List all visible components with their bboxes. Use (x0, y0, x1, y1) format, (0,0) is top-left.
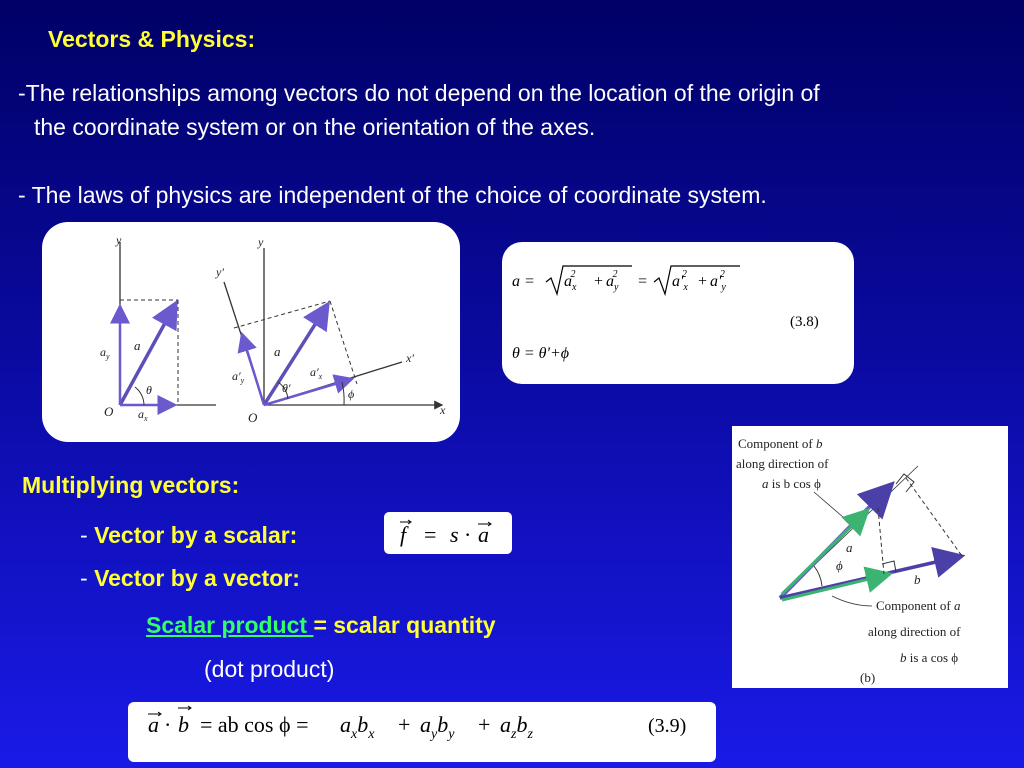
coordinate-figure-panel (42, 222, 460, 442)
eqf-dot: · (464, 522, 472, 547)
comp-a-line3: b is a cos ϕ (900, 650, 959, 665)
left-y-label: y (116, 233, 122, 247)
right-phi-label: ϕ (348, 387, 355, 401)
dot-product-figure-panel (732, 426, 1008, 688)
eq38-ayprime: $a'_y2$ (710, 269, 726, 293)
comp-b-line3: a is b cos ϕ (762, 476, 821, 491)
right-theta-label: θ′ (282, 381, 291, 395)
paragraph-line-1: -The relationships among vectors do not depend on the location of the origin of (18, 80, 820, 106)
eq39-term3: $a_zb_z$ (500, 712, 533, 742)
scalar-product-link[interactable]: Scalar product (146, 612, 314, 638)
fig2-phi-label: ϕ (836, 558, 843, 573)
eq38-lhs: a = (512, 273, 535, 290)
dot-product-note: (dot product) (204, 656, 335, 682)
right-origin-label: O (248, 410, 258, 425)
eqf-s: s (450, 522, 459, 547)
left-ay-label: $a_y$ (100, 345, 110, 361)
eqf-f: f (400, 522, 407, 547)
bullet-vector-vector (80, 565, 300, 592)
fig2-a-label: a (846, 540, 853, 555)
bullet-dash: - (80, 522, 95, 548)
equation-3-8 (502, 242, 854, 384)
equation-3-8-box (502, 242, 854, 384)
right-y-label: y (258, 235, 264, 249)
comp-a-line2: along direction of (868, 624, 961, 639)
coordinate-figure (42, 222, 460, 442)
eqf-eq: = (424, 522, 437, 547)
eq38-plus2: + (698, 273, 708, 290)
comp-a-line1: Component of a (876, 598, 961, 613)
scalar-product-line (146, 612, 496, 639)
bullet-vector-scalar-label: Vector by a scalar: (94, 522, 298, 548)
right-a-label: a (274, 344, 281, 359)
equation-f (384, 512, 512, 554)
dot-product-figure (732, 426, 1008, 688)
right-yprime-label: y′ (216, 265, 224, 279)
eq38-ay: $a_y2$ (606, 269, 619, 293)
eq39-b: b (178, 712, 189, 737)
eq39-dot: · (164, 712, 172, 737)
comp-b-line1: Component of b (738, 436, 823, 451)
right-xprime-label: x′ (406, 351, 414, 365)
slide-title: Vectors & Physics: (48, 26, 256, 52)
fig2-panel-label: (b) (860, 670, 876, 685)
scalar-quantity-text: = scalar quantity (313, 612, 496, 638)
bullet-dash: - (80, 565, 95, 591)
eq38-plus1: + (594, 273, 604, 290)
left-ax-label: $a_x$ (138, 407, 148, 423)
paragraph-laws: - The laws of physics are independent of the choice of coordinate system. (18, 182, 767, 208)
left-a-label: a (134, 338, 141, 353)
right-ayprime-label: $a'_y$ (232, 369, 245, 385)
eqf-a: a (478, 522, 489, 547)
eq38-axprime: $a'_x2$ (672, 269, 688, 293)
equation-3-9-box (128, 702, 716, 762)
equation-3-9 (128, 702, 716, 762)
eq38-number: (3.8) (790, 314, 819, 330)
eq39-plus1: + (398, 712, 411, 737)
fig2-b-label: b (914, 572, 921, 587)
eq39-abcos: = ab cos ϕ = (200, 712, 309, 737)
paragraph-relationships (18, 76, 1018, 144)
eq38-line2: θ = θ'+ϕ (512, 345, 570, 362)
eq39-term2: $a_yb_y$ (420, 712, 455, 742)
left-theta-label: θ (146, 383, 152, 397)
eq39-a: a (148, 712, 159, 737)
left-origin-label: O (104, 404, 114, 419)
eq39-term1: $a_xb_x$ (340, 712, 375, 742)
paragraph-line-2: the coordinate system or on the orientation of the axes. (34, 114, 596, 140)
right-diagram (215, 235, 446, 425)
section-multiplying-title: Multiplying vectors: (22, 472, 240, 498)
eq39-number: (3.9) (648, 715, 687, 737)
bullet-vector-vector-label: Vector by a vector: (94, 565, 300, 591)
right-axprime-label: $a'_x$ (310, 365, 323, 381)
eq38-eq: = (638, 273, 648, 290)
equation-f-box (384, 512, 512, 554)
left-diagram (100, 233, 216, 423)
eq39-plus2: + (478, 712, 491, 737)
comp-b-line2: along direction of (736, 456, 829, 471)
eq38-ax: $a_x2$ (564, 269, 577, 293)
bullet-vector-scalar (80, 522, 297, 549)
right-x-label: x (440, 403, 446, 417)
